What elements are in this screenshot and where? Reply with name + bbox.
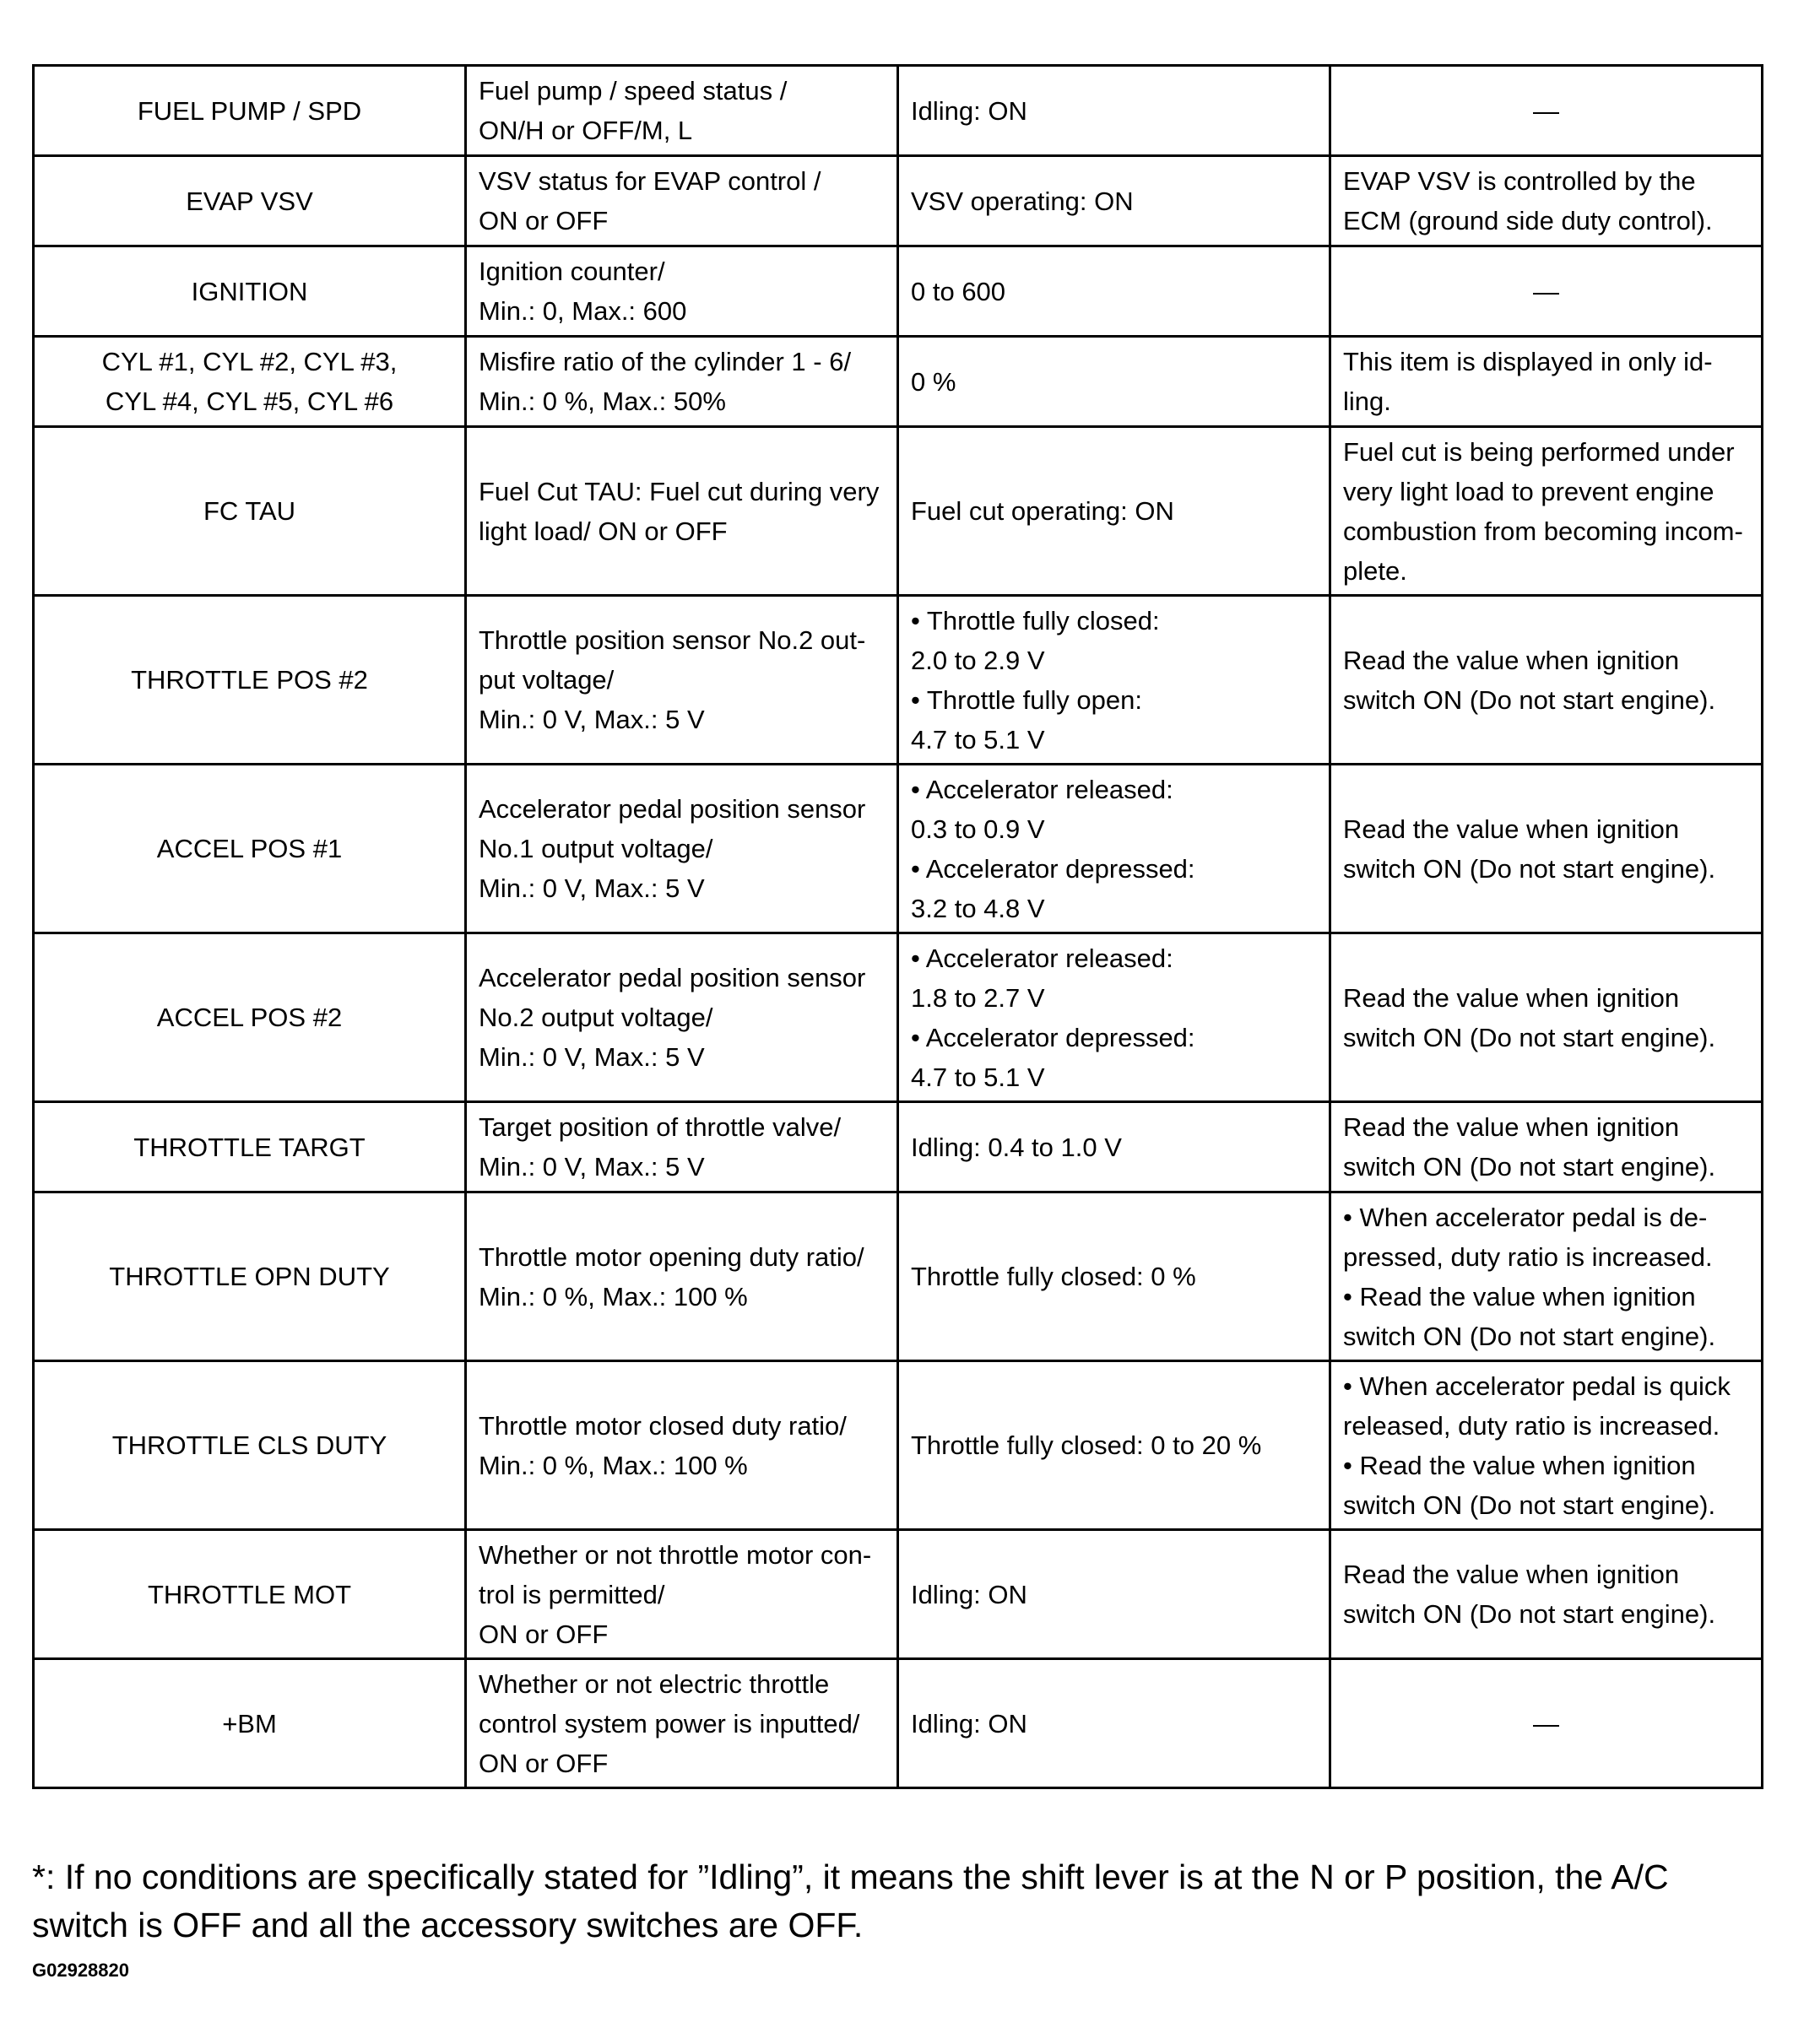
normal-condition-cell xyxy=(898,1659,1330,1788)
normal-condition-cell xyxy=(898,765,1330,933)
normal-condition-cell xyxy=(898,246,1330,337)
bullet-line: • Accelerator released: xyxy=(911,774,1173,804)
cell-line: Min.: 0 V, Max.: 5 V xyxy=(479,1042,705,1072)
table-row xyxy=(34,1530,1763,1659)
cell-line: No.1 output voltage/ xyxy=(479,834,713,863)
cell-line: CYL #1, CYL #2, CYL #3, xyxy=(101,347,398,376)
cell-line: Ignition counter/ xyxy=(479,257,665,286)
table-row xyxy=(34,337,1763,427)
table-row xyxy=(34,933,1763,1102)
cell-line: 0 % xyxy=(911,366,956,397)
cell-line: very light load to prevent engine xyxy=(1343,476,1714,506)
bullet-item xyxy=(911,601,1317,680)
description-cell xyxy=(466,156,898,246)
cell-line: THROTTLE MOT xyxy=(147,1579,352,1609)
notes-cell xyxy=(1330,596,1763,765)
cell-line: Read the value when ignition xyxy=(1343,982,1680,1013)
notes-cell xyxy=(1330,156,1763,246)
cell-line: Throttle position sensor No.2 out- xyxy=(479,625,866,655)
cell-line: ON or OFF xyxy=(479,206,609,235)
bullet-line: 2.0 to 2.9 V xyxy=(911,645,1045,675)
cell-line: Throttle fully closed: 0 % xyxy=(911,1262,1196,1291)
cell-line: switch ON (Do not start engine). xyxy=(1343,1599,1716,1629)
bullet-line: switch ON (Do not start engine). xyxy=(1343,1321,1716,1351)
cell-line: THROTTLE OPN DUTY xyxy=(109,1262,390,1291)
cell-line: +BM xyxy=(222,1708,277,1738)
cell-line: plete. xyxy=(1343,555,1407,586)
normal-condition-cell xyxy=(898,337,1330,427)
cell-line: IGNITION xyxy=(191,276,308,306)
cell-line: THROTTLE POS #2 xyxy=(131,665,368,695)
notes-cell xyxy=(1330,933,1763,1102)
cell-line: put voltage/ xyxy=(479,665,615,695)
table-row xyxy=(34,1192,1763,1361)
bullet-line: 4.7 to 5.1 V xyxy=(911,724,1045,754)
normal-condition-cell xyxy=(898,1102,1330,1192)
notes-cell xyxy=(1330,1102,1763,1192)
cell-line: Read the value when ignition xyxy=(1343,814,1680,844)
item-name-cell xyxy=(34,337,466,427)
cell-line: Min.: 0 %, Max.: 100 % xyxy=(479,1281,748,1311)
cell-line: FC TAU xyxy=(203,496,296,526)
bullet-line: • When accelerator pedal is de- xyxy=(1343,1202,1708,1232)
normal-condition-cell xyxy=(898,427,1330,596)
cell-line: Idling: ON xyxy=(911,95,1027,126)
bullet-line: • When accelerator pedal is quick xyxy=(1343,1371,1731,1401)
cell-line: Read the value when ignition xyxy=(1343,1112,1680,1142)
bullet-line: • Accelerator released: xyxy=(911,943,1173,973)
cell-line: switch ON (Do not start engine). xyxy=(1343,853,1716,884)
cell-line: THROTTLE TARGT xyxy=(133,1132,366,1162)
data-list-table xyxy=(32,64,1763,1789)
cell-line: Throttle motor opening duty ratio/ xyxy=(479,1241,864,1272)
normal-condition-cell xyxy=(898,933,1330,1102)
bullet-line: • Throttle fully open: xyxy=(911,684,1142,715)
table-row xyxy=(34,246,1763,337)
description-cell xyxy=(466,933,898,1102)
table-row xyxy=(34,1659,1763,1788)
description-cell xyxy=(466,1192,898,1361)
description-cell xyxy=(466,1361,898,1530)
cell-line: FUEL PUMP / SPD xyxy=(137,95,362,126)
cell-line: control system power is inputted/ xyxy=(479,1708,860,1738)
table-row xyxy=(34,1361,1763,1530)
bullet-line: 1.8 to 2.7 V xyxy=(911,982,1045,1013)
description-cell xyxy=(466,337,898,427)
cell-line: — xyxy=(1533,95,1559,126)
cell-line: Min.: 0 V, Max.: 5 V xyxy=(479,1152,705,1182)
footnote xyxy=(32,1853,1771,1949)
cell-line: Idling: ON xyxy=(911,1708,1027,1738)
notes-cell xyxy=(1330,427,1763,596)
bullet-item xyxy=(1343,1446,1749,1525)
notes-cell xyxy=(1330,1361,1763,1530)
cell-line: ON or OFF xyxy=(479,1619,609,1649)
item-name-cell xyxy=(34,596,466,765)
table-body xyxy=(34,66,1763,1788)
cell-line: trol is permitted/ xyxy=(479,1579,665,1609)
description-cell xyxy=(466,596,898,765)
cell-line: Whether or not electric throttle xyxy=(479,1668,830,1699)
cell-line: Min.: 0 V, Max.: 5 V xyxy=(479,705,705,734)
item-name-cell xyxy=(34,1361,466,1530)
bullet-item xyxy=(911,770,1317,849)
normal-condition-cell xyxy=(898,596,1330,765)
bullet-item xyxy=(1343,1198,1749,1277)
cell-line: Idling: ON xyxy=(911,1579,1027,1609)
cell-line: Fuel cut operating: ON xyxy=(911,496,1174,526)
table-row xyxy=(34,765,1763,933)
cell-line: VSV operating: ON xyxy=(911,186,1134,216)
cell-line: ACCEL POS #1 xyxy=(156,834,343,863)
notes-cell xyxy=(1330,1530,1763,1659)
normal-condition-cell xyxy=(898,156,1330,246)
cell-line: Fuel pump / speed status / xyxy=(479,76,788,105)
cell-line: ON or OFF xyxy=(479,1748,609,1778)
cell-line: VSV status for EVAP control / xyxy=(479,166,821,196)
bullet-line: • Accelerator depressed: xyxy=(911,1022,1195,1052)
notes-cell xyxy=(1330,246,1763,337)
cell-line: Target position of throttle valve/ xyxy=(479,1112,842,1142)
description-cell xyxy=(466,1530,898,1659)
bullet-line: 3.2 to 4.8 V xyxy=(911,893,1045,923)
cell-line: Accelerator pedal position sensor xyxy=(479,963,866,992)
item-name-cell xyxy=(34,1192,466,1361)
cell-line: Min.: 0 V, Max.: 5 V xyxy=(479,873,705,903)
item-name-cell xyxy=(34,427,466,596)
cell-line: Min.: 0 %, Max.: 50% xyxy=(479,387,726,416)
bullet-item xyxy=(1343,1277,1749,1356)
description-cell xyxy=(466,66,898,156)
bullet-line: 0.3 to 0.9 V xyxy=(911,814,1045,844)
notes-cell xyxy=(1330,765,1763,933)
figure-id: G02928820 xyxy=(32,1960,129,1981)
table-row xyxy=(34,1102,1763,1192)
table-row xyxy=(34,427,1763,596)
table-row xyxy=(34,156,1763,246)
item-name-cell xyxy=(34,1659,466,1788)
bullet-line: 4.7 to 5.1 V xyxy=(911,1062,1045,1092)
normal-condition-cell xyxy=(898,1192,1330,1361)
cell-line: This item is displayed in only id- xyxy=(1343,347,1713,376)
bullet-line: released, duty ratio is increased. xyxy=(1343,1410,1720,1441)
bullet-line: • Accelerator depressed: xyxy=(911,853,1195,884)
item-name-cell xyxy=(34,246,466,337)
bullet-item xyxy=(911,1018,1317,1097)
cell-line: switch ON (Do not start engine). xyxy=(1343,684,1716,715)
description-cell xyxy=(466,765,898,933)
item-name-cell xyxy=(34,156,466,246)
cell-line: ON/H or OFF/M, L xyxy=(479,116,693,145)
cell-line: switch ON (Do not start engine). xyxy=(1343,1022,1716,1052)
footnote-line: *: If no conditions are specifically stated for ”Idling”, it means the shift lever is at the N or P position, the A/C xyxy=(32,1857,1669,1896)
bullet-line: • Throttle fully closed: xyxy=(911,605,1160,635)
notes-cell xyxy=(1330,1192,1763,1361)
cell-line: Idling: 0.4 to 1.0 V xyxy=(911,1132,1122,1162)
cell-line: Misfire ratio of the cylinder 1 - 6/ xyxy=(479,347,852,376)
cell-line: Read the value when ignition xyxy=(1343,645,1680,675)
description-cell xyxy=(466,246,898,337)
cell-line: Min.: 0 %, Max.: 100 % xyxy=(479,1450,748,1480)
cell-line: combustion from becoming incom- xyxy=(1343,516,1743,546)
description-cell xyxy=(466,1102,898,1192)
description-cell xyxy=(466,427,898,596)
bullet-line: switch ON (Do not start engine). xyxy=(1343,1490,1716,1520)
cell-line: ECM (ground side duty control). xyxy=(1343,206,1713,235)
item-name-cell xyxy=(34,765,466,933)
cell-line: Whether or not throttle motor con- xyxy=(479,1539,872,1570)
cell-line: Fuel Cut TAU: Fuel cut during very xyxy=(479,476,880,506)
notes-cell xyxy=(1330,337,1763,427)
cell-line: THROTTLE CLS DUTY xyxy=(111,1430,387,1460)
cell-line: CYL #4, CYL #5, CYL #6 xyxy=(105,387,394,416)
bullet-line: pressed, duty ratio is increased. xyxy=(1343,1241,1713,1272)
cell-line: Min.: 0, Max.: 600 xyxy=(479,296,687,326)
notes-cell xyxy=(1330,66,1763,156)
normal-condition-cell xyxy=(898,1361,1330,1530)
table-row xyxy=(34,66,1763,156)
cell-line: Throttle fully closed: 0 to 20 % xyxy=(911,1430,1262,1460)
item-name-cell xyxy=(34,1102,466,1192)
normal-condition-cell xyxy=(898,66,1330,156)
bullet-line: • Read the value when ignition xyxy=(1343,1450,1696,1480)
cell-line: Throttle motor closed duty ratio/ xyxy=(479,1410,847,1441)
bullet-item xyxy=(1343,1366,1749,1446)
description-cell xyxy=(466,1659,898,1788)
notes-cell xyxy=(1330,1659,1763,1788)
bullet-item xyxy=(911,680,1317,760)
cell-line: EVAP VSV is controlled by the xyxy=(1343,166,1696,196)
cell-line: EVAP VSV xyxy=(186,186,313,216)
footnote-line: switch is OFF and all the accessory switches are OFF. xyxy=(32,1906,864,1944)
cell-line: — xyxy=(1533,1708,1559,1738)
cell-line: Accelerator pedal position sensor xyxy=(479,794,866,824)
cell-line: Fuel cut is being performed under xyxy=(1343,436,1735,467)
item-name-cell xyxy=(34,933,466,1102)
normal-condition-cell xyxy=(898,1530,1330,1659)
cell-line: — xyxy=(1533,276,1559,306)
item-name-cell xyxy=(34,66,466,156)
bullet-item xyxy=(911,938,1317,1018)
cell-line: light load/ ON or OFF xyxy=(479,516,728,546)
item-name-cell xyxy=(34,1530,466,1659)
cell-line: ACCEL POS #2 xyxy=(156,1003,343,1032)
table-row xyxy=(34,596,1763,765)
cell-line: ling. xyxy=(1343,387,1391,416)
cell-line: No.2 output voltage/ xyxy=(479,1003,713,1032)
cell-line: switch ON (Do not start engine). xyxy=(1343,1152,1716,1182)
cell-line: 0 to 600 xyxy=(911,276,1006,306)
bullet-line: • Read the value when ignition xyxy=(1343,1281,1696,1311)
bullet-item xyxy=(911,849,1317,928)
cell-line: Read the value when ignition xyxy=(1343,1560,1680,1589)
